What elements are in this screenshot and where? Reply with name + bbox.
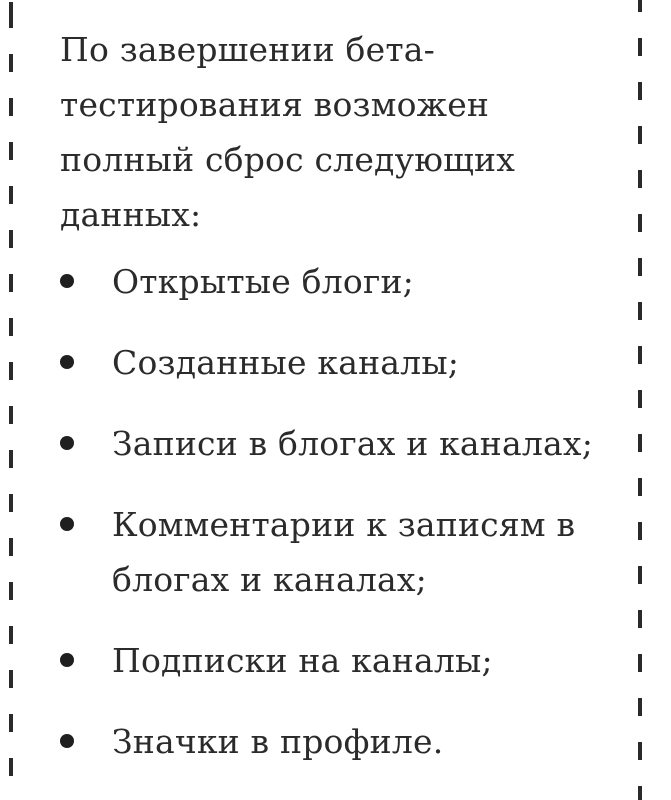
list-item xyxy=(60,335,620,390)
list-item-label: Созданные каналы; xyxy=(112,343,460,382)
list-item-label: Комментарии к записям в блогах и каналах; xyxy=(112,505,576,599)
notice-intro: По завершении бета-тестирования возможен полный сброс следующих данных: xyxy=(60,30,516,234)
dashed-border-right xyxy=(638,0,642,800)
beta-reset-notice xyxy=(60,22,620,795)
list-item xyxy=(60,416,620,471)
list-item-label: Значки в профиле. xyxy=(112,722,444,761)
bullet-icon xyxy=(60,517,74,531)
dashed-border-left xyxy=(9,0,13,800)
reset-data-list xyxy=(60,254,620,769)
list-item xyxy=(60,633,620,688)
bullet-icon xyxy=(60,436,74,450)
list-item-label: Открытые блоги; xyxy=(112,262,414,301)
list-item xyxy=(60,714,620,769)
bullet-icon xyxy=(60,734,74,748)
bullet-icon xyxy=(60,653,74,667)
bullet-icon xyxy=(60,274,74,288)
list-item-label: Подписки на каналы; xyxy=(112,641,493,680)
list-item xyxy=(60,497,620,607)
list-item xyxy=(60,254,620,309)
bullet-icon xyxy=(60,355,74,369)
list-item-label: Записи в блогах и каналах; xyxy=(112,424,594,463)
